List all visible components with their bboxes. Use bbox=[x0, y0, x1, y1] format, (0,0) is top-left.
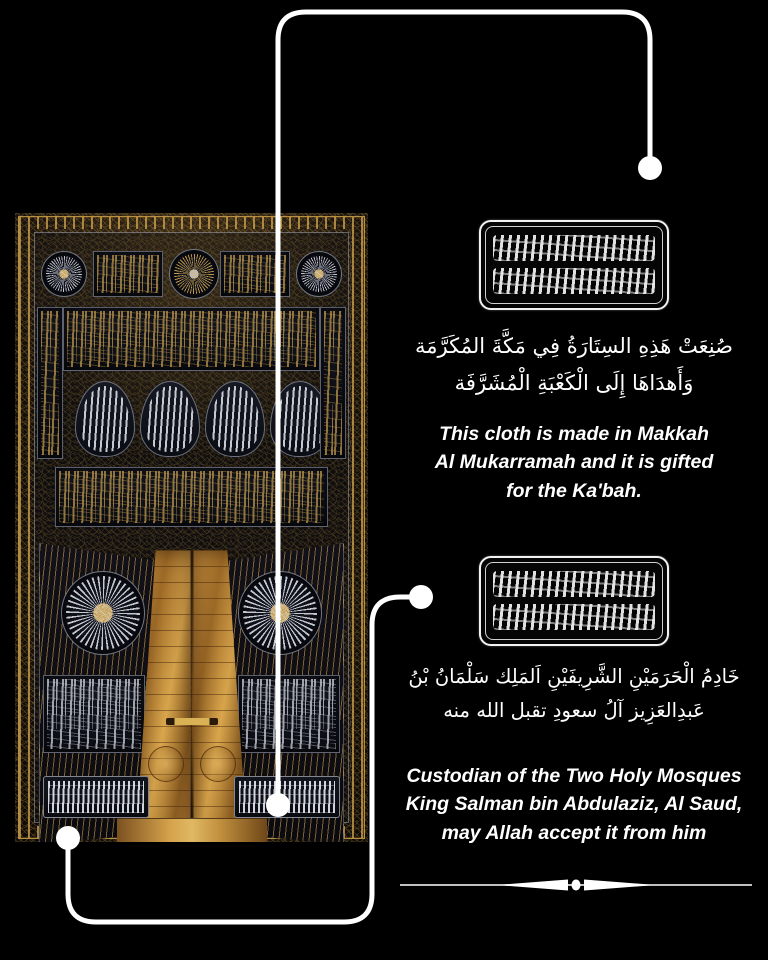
ornamental-divider bbox=[396, 872, 756, 898]
english-text-makkah bbox=[380, 420, 768, 505]
kiswah-medallion-left bbox=[61, 571, 145, 655]
kiswah-panel-top-a bbox=[93, 251, 163, 297]
arabic-line-custodian-2: عَبدِالعَزِيز آلُ سعودِ تقبل الله منه bbox=[443, 699, 705, 723]
kiswah-side-strip-left bbox=[37, 307, 63, 459]
kiswah-roundel-top-1 bbox=[41, 251, 87, 297]
kiswah-roundel-top-2 bbox=[169, 249, 219, 299]
cloth-cartouche-makkah bbox=[234, 776, 340, 818]
english-line-makkah-2: Al Mukarramah and it is gifted bbox=[434, 451, 714, 474]
door-center-seam bbox=[190, 550, 193, 842]
kiswah-panel-lower-left bbox=[43, 675, 145, 753]
kiswah-side-strip-right bbox=[320, 307, 346, 459]
kiswah-panel-lower-right bbox=[238, 675, 340, 753]
arabic-line-makkah-2: وَأَهدَاهَا إِلَى الْكَعْبَةِ الْمُشَرَّفَة bbox=[454, 370, 694, 395]
kaaba-kiswah-image bbox=[15, 213, 368, 842]
english-text-custodian bbox=[380, 762, 768, 847]
arabic-text-custodian bbox=[380, 660, 768, 728]
english-line-custodian-3: may Allah accept it from him bbox=[441, 821, 707, 844]
english-line-makkah-3: for the Ka'bah. bbox=[506, 479, 642, 502]
section-custodian-dedication bbox=[380, 556, 768, 646]
calligraphy-seal-custodian bbox=[479, 556, 669, 646]
kiswah-roundel-top-3 bbox=[296, 251, 342, 297]
kiswah-panel-shahada-band bbox=[63, 307, 320, 371]
divider-center-dot bbox=[572, 880, 581, 891]
kaaba-golden-door bbox=[136, 550, 248, 842]
divider-arrow-left bbox=[496, 880, 568, 891]
door-threshold bbox=[117, 818, 267, 842]
seal-makkah-line-1 bbox=[493, 235, 655, 261]
arabic-line-custodian-1: خَادِمُ الْحَرَمَيْنِ الشَّرِيفَيْنِ اَلمَلِك سَلْمَانُ بْنُ bbox=[408, 665, 740, 688]
calligraphy-seal-makkah bbox=[479, 220, 669, 310]
arabic-line-makkah-1: صُنِعَتْ هَذِهِ السِتَارَةُ فِي مَكَّةَ المُكَرَّمَة bbox=[415, 334, 733, 358]
divider-arrow-right bbox=[584, 880, 656, 891]
seal-custodian-line-2 bbox=[493, 604, 655, 630]
english-line-custodian-1: Custodian of the Two Holy Mosques bbox=[406, 765, 742, 787]
connector-top-dot-seal bbox=[638, 156, 662, 180]
kiswah-panel-top-b bbox=[220, 251, 290, 297]
seal-custodian-line-1 bbox=[493, 571, 655, 597]
door-lock-bar bbox=[166, 718, 218, 725]
door-rosette-left bbox=[148, 746, 184, 782]
arabic-text-makkah bbox=[380, 328, 768, 402]
seal-makkah-line-2 bbox=[493, 268, 655, 294]
english-line-custodian-2: King Salman bin Abdulaziz, Al Saud, bbox=[405, 793, 743, 816]
english-line-makkah-1: This cloth is made in Makkah bbox=[439, 423, 709, 445]
kiswah-panel-mid-band bbox=[55, 467, 328, 527]
kiswah-medallion-right bbox=[238, 571, 322, 655]
cloth-cartouche-custodian bbox=[43, 776, 149, 818]
door-rosette-right bbox=[200, 746, 236, 782]
section-makkah-origin bbox=[380, 220, 768, 310]
